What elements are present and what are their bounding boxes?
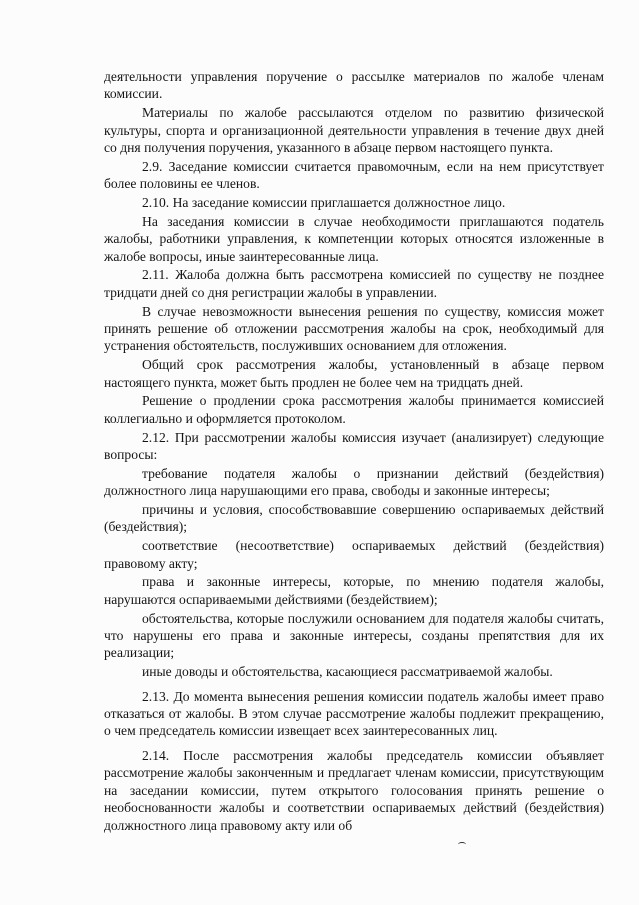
document-body: [104, 68, 604, 835]
paragraph-2-9: 2.9. Заседание комиссии считается правомочным, если на нем присутствует более половины ее членов.: [104, 158, 604, 192]
list-item-causes: причины и условия, способствовавшие совершению оспариваемых действий (бездействия);: [104, 502, 604, 535]
paragraph-materials-distribution: Материалы по жалобе рассылаются отделом по развитию физической культуры, спорта и организационной деятельности управления в течение двух дней со дня получения поручения, указанного в абзаце первом настоящего пункта.: [104, 105, 604, 156]
page-mark: [458, 842, 466, 847]
paragraph-invitees: На заседания комиссии в случае необходимости приглашаются податель жалобы, работники управления, к компетенции которых относятся изложенные в жалобе вопросы, иные заинтересованные лица.: [104, 213, 604, 264]
list-item-other-arguments: иные доводы и обстоятельства, касающиеся рассматриваемой жалобы.: [142, 664, 553, 680]
paragraph-total-term: Общий срок рассмотрения жалобы, установленный в абзаце первом настоящего пункта, может быть продлен не более чем на тридцать дней.: [104, 357, 604, 390]
list-item-requirement: требование подателя жалобы о признании действий (бездействия) должностного лица нарушающими его права, свободы и законные интересы;: [104, 465, 604, 499]
paragraph-2-13: 2.13. До момента вынесения решения комиссии податель жалобы имеет право отказаться от жалобы. В этом случае рассмотрение жалобы подлежит прекращению, о чем председатель комиссии извещает всех заинтересованных лиц.: [104, 688, 604, 739]
paragraph-postponement: В случае невозможности вынесения решения по существу, комиссия может принять решение об отложении рассмотрения жалобы на срок, необходимый для устранения обстоятельств, послуживших основанием для отложения.: [104, 303, 604, 354]
paragraph-2-10: 2.10. На заседание комиссии приглашается должностное лицо.: [142, 195, 506, 211]
list-item-compliance: соответствие (несоответствие) оспариваемых действий (бездействия) правовому акту;: [104, 538, 604, 571]
paragraph-extension-decision: Решение о продлении срока рассмотрения жалобы принимается комиссией коллегиально и оформляется протоколом.: [104, 393, 604, 426]
paragraph-2-12: 2.12. При рассмотрении жалобы комиссия изучает (анализирует) следующие вопросы:: [104, 429, 604, 463]
paragraph-continuation: деятельности управления поручение о рассылке материалов по жалобе членам комиссии.: [104, 69, 604, 102]
list-item-rights: права и законные интересы, которые, по мнению подателя жалобы, нарушаются оспариваемыми действиями (бездействием);: [104, 574, 604, 607]
paragraph-2-11: 2.11. Жалоба должна быть рассмотрена комиссией по существу не позднее тридцати дней со дня регистрации жалобы в управлении.: [104, 267, 604, 300]
paragraph-2-14: 2.14. После рассмотрения жалобы председатель комиссии объявляет рассмотрение жалобы законченным и предлагает членам комиссии, присутствующим на заседании комиссии, путем открытого голосования принять решение о необоснованности жалобы и соответствии оспариваемых действий (бездействия) должностного лица правовому акту или об: [104, 747, 604, 833]
list-item-circumstances: обстоятельства, которые послужили основанием для подателя жалобы считать, что нарушены его права и законные интересы, созданы препятствия для их реализации;: [104, 610, 604, 661]
